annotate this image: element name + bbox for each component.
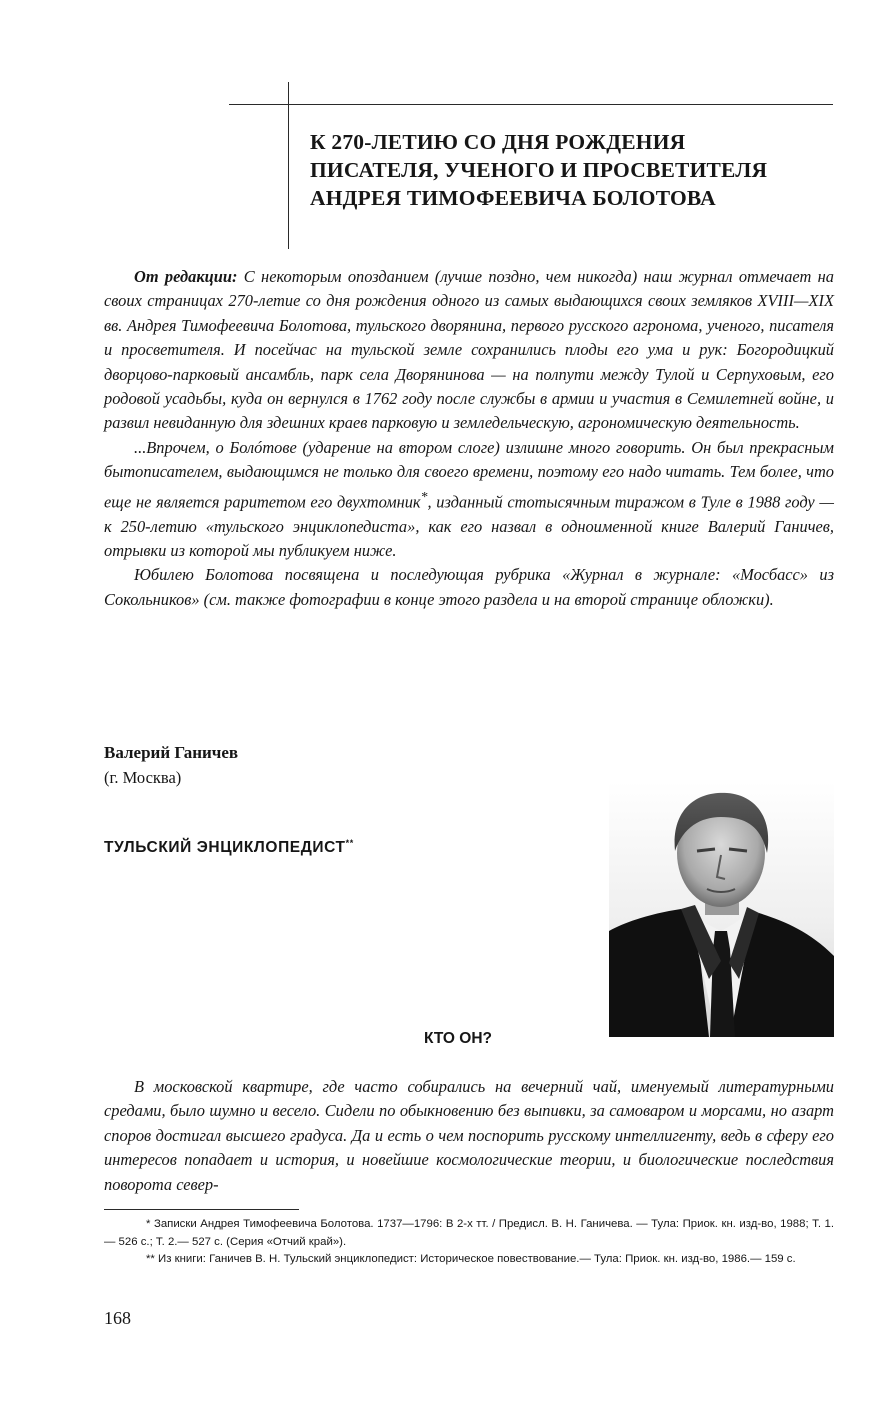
header-title: [310, 128, 830, 212]
editorial-paragraph: Юбилею Болотова посвящена и последующая рубрика «Журнал в журнале: «Мосбасс» из Сокольников» (см. также фотографии в конце этого раздела и на второй странице обложки).: [104, 565, 834, 609]
author-portrait-photo: [609, 781, 834, 1037]
header-title-line: ПИСАТЕЛЯ, УЧЕНОГО И ПРОСВЕТИТЕЛЯ: [310, 158, 768, 182]
body-paragraph: В московской квартире, где часто собирались на вечерний чай, именуемый литературными средами, было шумно и весело. Сидели по обыкновению без выпивки, за самоваром и морсами, но азарт споров достигал высшего градуса. Да и есть о чем поспорить русскому интеллигенту, ведь в сферу его интересов попадает и история, и новейшие космологические теории, и биологические последствия поворота север-: [104, 1077, 834, 1194]
footnote-marker: *: [420, 488, 428, 504]
editorial-text: С некоторым опозданием (лучше поздно, чем никогда) наш журнал отмечает на своих страницах 270-летие со дня рождения одного из самых выдающихся своих земляков XVIII—XIX вв. Андрея Тимофеевича Болотова, тульского дворянина, первого русского агронома, ученого, писателя и просветителя. И посейчас на тульской земле сохранились плоды его ума и рук: Богородицкий дворцово-парковый ансамбль, парк села Дворянинова — на полпути между Тулой и Серпуховым, его родовой усадьбы, куда он вернулся в 1762 году после службы в армии и участия в Семилетней войне, и развил невиданную для здешних краев парковую и земледельческую, агрономическую деятельность.: [104, 267, 834, 433]
article-title: [104, 838, 354, 857]
article-title-text: ТУЛЬСКИЙ ЭНЦИКЛОПЕДИСТ: [104, 839, 346, 857]
editorial-text: , изданный стотысячным тиражом в Туле в 1988 году — к 250-летию «тульского энциклопедиста», как его назвал в одноименной книге Валерий Ганичев, отрывки из которой мы публикуем ниже.: [104, 492, 834, 560]
header-title-line: К 270-ЛЕТИЮ СО ДНЯ РОЖДЕНИЯ: [310, 130, 686, 154]
footnote-divider: [104, 1209, 299, 1210]
page-number: 168: [104, 1308, 131, 1328]
article-body: [104, 1075, 834, 1197]
footnote-marker: **: [345, 838, 354, 848]
editorial-note: [104, 265, 834, 612]
editorial-paragraph: [104, 265, 834, 436]
top-rule: [229, 104, 833, 105]
footnote: ** Из книги: Ганичев В. Н. Тульский энциклопедист: Историческое повествование.— Тула: Приок. кн. изд-во, 1986.— 159 с.: [146, 1253, 796, 1265]
header-title-line: АНДРЕЯ ТИМОФЕЕВИЧА БОЛОТОВА: [310, 186, 716, 210]
author-city: (г. Москва): [104, 768, 182, 787]
vertical-rule: [288, 82, 289, 249]
footnotes: [104, 1216, 834, 1269]
editorial-lead: От редакции:: [134, 267, 238, 286]
footnote: * Записки Андрея Тимофеевича Болотова. 1737—1796: В 2-х тт. / Предисл. В. Н. Ганичева. — Тула: Приок. кн. изд-во, 1988; Т. 1.— 526 с.; Т. 2.— 527 с. (Серия «Отчий край»).: [104, 1218, 834, 1248]
editorial-text: ...Впрочем, о Болóтове (ударение на втором слоге) излишне много говорить. Он был прекрасным бытописателем, выдающимся не только для своего времени, поэтому его надо читать. Тем более, что еще не является раритетом его двухтомник: [104, 437, 834, 512]
editorial-paragraph: [104, 436, 834, 564]
section-heading: КТО ОН?: [424, 1030, 493, 1047]
author-name: Валерий Ганичев: [104, 743, 239, 762]
